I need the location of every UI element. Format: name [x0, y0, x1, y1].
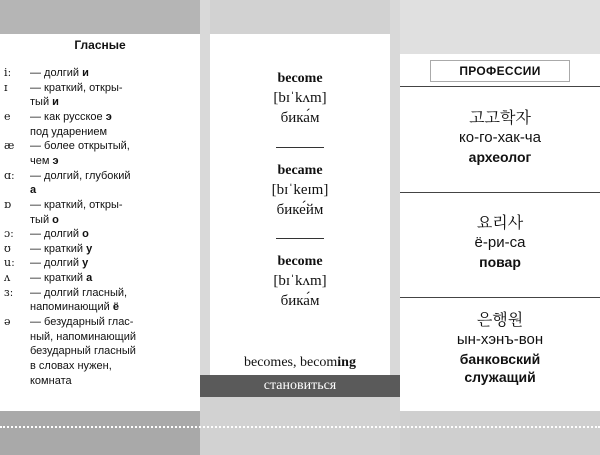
description-text: — более открытый, [30, 140, 130, 153]
russian-letter: э [52, 154, 59, 167]
top-band [200, 0, 400, 34]
russian-translation: банковский [459, 351, 541, 367]
ipa-symbol: ɒ [4, 197, 12, 211]
korean-pronunciation: ын-хэнъ-вон [456, 331, 544, 348]
korean-word: 고고학자 [469, 108, 531, 127]
dotted-line [0, 426, 600, 428]
vowel-description [30, 125, 198, 140]
vowel-description [30, 359, 198, 374]
description-text: безударный гласный [30, 345, 136, 358]
description-text: — долгий [30, 228, 83, 241]
vowel-description [30, 330, 198, 345]
verb-english: became [277, 163, 323, 178]
russian-letter: о [52, 213, 59, 226]
vowel-description [30, 66, 198, 81]
vowel-description [30, 154, 198, 169]
separator [276, 238, 324, 239]
vowel-description [30, 81, 198, 96]
vowel-description [30, 374, 198, 389]
top-band [0, 0, 200, 34]
description-text: тый [30, 213, 53, 226]
description-text: — долгий [30, 67, 83, 79]
description-text: чем [30, 154, 53, 167]
description-text: — долгий, глубокий [30, 169, 131, 182]
russian-translation: повар [479, 254, 521, 270]
verb-block-past [200, 162, 400, 220]
ipa-symbol: e [4, 109, 11, 123]
description-text: тый [30, 96, 53, 109]
verb-block-infinitive [200, 70, 400, 128]
russian-letter: э [105, 110, 112, 123]
vowel-description [30, 95, 198, 110]
korean-word: 요리사 [476, 213, 524, 232]
verb-transcription: [bɪˈkeɪm] [271, 182, 329, 198]
verb-forms [200, 355, 400, 371]
vowel-description [30, 139, 198, 154]
vowel-description [30, 271, 198, 286]
bottom-band [400, 411, 600, 455]
verb-forms-plain: becomes, becom [244, 355, 338, 370]
vowel-description [30, 344, 198, 359]
vowel-description [30, 256, 198, 271]
verb-russian-reading: бика́м [280, 293, 320, 309]
vowel-description [30, 227, 198, 242]
profession-archaeologist [400, 108, 600, 166]
vowel-description [30, 315, 198, 330]
separator [276, 147, 324, 148]
vowel-description [30, 242, 198, 257]
ipa-symbol: ʌ [4, 271, 11, 285]
vowel-description [30, 286, 198, 301]
description-text: — краткий, откры- [30, 81, 123, 94]
description-text: под ударением [30, 125, 108, 138]
vowel-description [30, 169, 198, 184]
divider [400, 192, 600, 193]
vowel-description [30, 110, 198, 125]
korean-pronunciation: ко-го-хак-ча [459, 129, 541, 146]
verb-transcription: [bɪˈkʌm] [273, 90, 327, 106]
description-text: напоминающий [30, 301, 113, 314]
description-text: в словах нужен, [30, 360, 112, 372]
divider [400, 297, 600, 298]
russian-letter: и [52, 96, 59, 109]
verb-russian-reading: бике́йм [276, 202, 324, 218]
description-text: — краткий, откры- [30, 198, 123, 211]
vowel-description [30, 300, 198, 315]
divider [400, 86, 600, 87]
verb-english: become [277, 254, 323, 269]
korean-word: 은행원 [476, 310, 524, 329]
russian-translation: археолог [468, 149, 532, 165]
verb-english: become [277, 71, 323, 86]
vowel-description [30, 198, 198, 213]
description-text: ный, напоминающий [30, 330, 136, 343]
russian-letter: у [82, 257, 89, 270]
vowel-description [30, 213, 198, 228]
russian-letter: и [82, 67, 89, 79]
ipa-symbol: iː [4, 66, 12, 79]
verb-russian-reading: бика́м [280, 110, 320, 126]
description-text: — краткий [30, 242, 87, 255]
description-text: — долгий [30, 257, 83, 270]
ipa-symbol: ʊ [4, 241, 11, 255]
russian-letter: а [30, 184, 37, 197]
description-text: — долгий гласный, [30, 286, 128, 299]
description-text: — как русское [30, 110, 106, 123]
verb-transcription: [bɪˈkʌm] [273, 273, 327, 289]
ipa-symbol: æ [4, 139, 15, 153]
russian-letter: о [82, 228, 89, 241]
ipa-symbol: ɪ [4, 80, 8, 94]
profession-bank-clerk [400, 310, 600, 386]
profession-cook [400, 213, 600, 271]
description-text: — безударный глас- [30, 316, 134, 329]
bottom-band [0, 411, 200, 455]
verb-block-participle [200, 253, 400, 311]
korean-pronunciation: ё-ри-са [474, 234, 526, 251]
vowels-title: Гласные [74, 38, 126, 52]
ipa-symbol: ɑː [4, 168, 15, 182]
description-text: комната [30, 374, 72, 387]
russian-letter: у [86, 242, 93, 255]
professions-title: ПРОФЕССИИ [430, 60, 570, 82]
verb-forms-ending: ing [337, 355, 356, 370]
ipa-symbol: uː [4, 256, 15, 270]
top-band [400, 0, 600, 54]
russian-letter: а [86, 272, 93, 285]
vowel-description [30, 183, 198, 198]
description-text: — краткий [30, 272, 87, 285]
russian-translation-line2: служащий [464, 369, 536, 385]
verb-translation: становиться [200, 375, 400, 397]
ipa-symbol: ɔː [4, 227, 14, 241]
ipa-symbol: ə [4, 315, 11, 329]
ipa-symbol: ɜː [4, 285, 14, 299]
russian-letter: ё [112, 301, 119, 314]
